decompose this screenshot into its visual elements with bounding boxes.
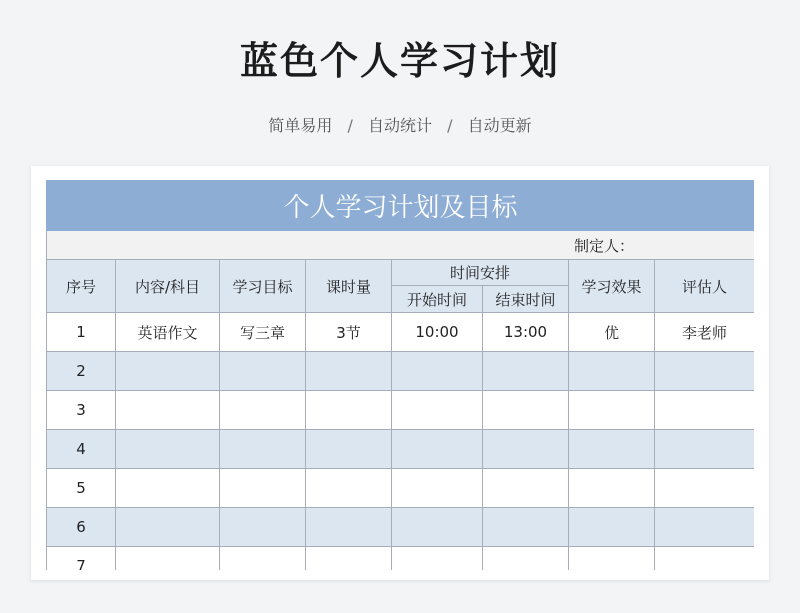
cell-end[interactable] xyxy=(483,469,569,508)
subtitle-item: 自动统计 xyxy=(367,116,432,135)
cell-hours[interactable] xyxy=(306,469,392,508)
header-goal: 学习目标 xyxy=(220,260,306,313)
cell-end[interactable]: 13:00 xyxy=(483,313,569,352)
cell-evaluator[interactable]: 李老师 xyxy=(655,313,755,352)
cell-goal[interactable] xyxy=(220,352,306,391)
cell-effect[interactable] xyxy=(569,352,655,391)
cell-start[interactable] xyxy=(392,430,483,469)
cell-index[interactable]: 7 xyxy=(47,547,116,571)
cell-hours[interactable] xyxy=(306,430,392,469)
cell-effect[interactable]: 优 xyxy=(569,313,655,352)
header-effect: 学习效果 xyxy=(569,260,655,313)
cell-hours[interactable] xyxy=(306,391,392,430)
cell-content[interactable] xyxy=(116,469,220,508)
table-row xyxy=(47,430,755,469)
subtitle-item: 简单易用 xyxy=(268,116,333,135)
table-row xyxy=(47,547,755,571)
cell-evaluator[interactable] xyxy=(655,469,755,508)
table-row xyxy=(47,391,755,430)
cell-end[interactable] xyxy=(483,352,569,391)
cell-start[interactable] xyxy=(392,508,483,547)
cell-end[interactable] xyxy=(483,547,569,571)
cell-evaluator[interactable] xyxy=(655,391,755,430)
table-row xyxy=(47,469,755,508)
subtitle-separator: / xyxy=(347,116,353,135)
cell-goal[interactable] xyxy=(220,508,306,547)
cell-index[interactable]: 3 xyxy=(47,391,116,430)
header-evaluator: 评估人 xyxy=(655,260,755,313)
cell-index[interactable]: 2 xyxy=(47,352,116,391)
cell-hours[interactable] xyxy=(306,352,392,391)
cell-index[interactable]: 1 xyxy=(47,313,116,352)
cell-content[interactable] xyxy=(116,547,220,571)
header-content: 内容/科目 xyxy=(116,260,220,313)
header-start: 开始时间 xyxy=(392,286,483,313)
table-row xyxy=(47,508,755,547)
header-schedule: 时间安排 xyxy=(392,260,569,286)
cell-evaluator[interactable] xyxy=(655,352,755,391)
cell-effect[interactable] xyxy=(569,547,655,571)
cell-hours[interactable] xyxy=(306,547,392,571)
cell-content[interactable] xyxy=(116,430,220,469)
spreadsheet xyxy=(46,180,754,570)
subtitle xyxy=(0,113,800,136)
cell-index[interactable]: 6 xyxy=(47,508,116,547)
cell-content[interactable] xyxy=(116,391,220,430)
cell-start[interactable]: 10:00 xyxy=(392,313,483,352)
cell-content[interactable] xyxy=(116,508,220,547)
cell-start[interactable] xyxy=(392,469,483,508)
cell-goal[interactable] xyxy=(220,430,306,469)
cell-effect[interactable] xyxy=(569,391,655,430)
cell-end[interactable] xyxy=(483,430,569,469)
cell-effect[interactable] xyxy=(569,508,655,547)
subtitle-separator: / xyxy=(447,116,453,135)
cell-start[interactable] xyxy=(392,391,483,430)
cell-evaluator[interactable] xyxy=(655,430,755,469)
cell-goal[interactable]: 写三章 xyxy=(220,313,306,352)
spreadsheet-card xyxy=(31,166,769,580)
cell-index[interactable]: 4 xyxy=(47,430,116,469)
header-index: 序号 xyxy=(47,260,116,313)
maker-label[interactable]: 制定人： xyxy=(47,231,755,260)
cell-goal[interactable] xyxy=(220,547,306,571)
subtitle-item: 自动更新 xyxy=(467,116,532,135)
cell-effect[interactable] xyxy=(569,469,655,508)
cell-effect[interactable] xyxy=(569,430,655,469)
header-end: 结束时间 xyxy=(483,286,569,313)
cell-end[interactable] xyxy=(483,508,569,547)
cell-evaluator[interactable] xyxy=(655,508,755,547)
cell-evaluator[interactable] xyxy=(655,547,755,571)
cell-hours[interactable] xyxy=(306,508,392,547)
cell-goal[interactable] xyxy=(220,391,306,430)
cell-goal[interactable] xyxy=(220,469,306,508)
cell-content[interactable]: 英语作文 xyxy=(116,313,220,352)
cell-content[interactable] xyxy=(116,352,220,391)
banner-title: 个人学习计划及目标 xyxy=(47,181,755,231)
table-row xyxy=(47,352,755,391)
cell-index[interactable]: 5 xyxy=(47,469,116,508)
cell-start[interactable] xyxy=(392,547,483,571)
header-hours: 课时量 xyxy=(306,260,392,313)
study-plan-table xyxy=(46,180,754,570)
table-row xyxy=(47,313,755,352)
cell-hours[interactable]: 3节 xyxy=(306,313,392,352)
cell-start[interactable] xyxy=(392,352,483,391)
cell-end[interactable] xyxy=(483,391,569,430)
page-title: 蓝色个人学习计划 xyxy=(239,39,560,83)
